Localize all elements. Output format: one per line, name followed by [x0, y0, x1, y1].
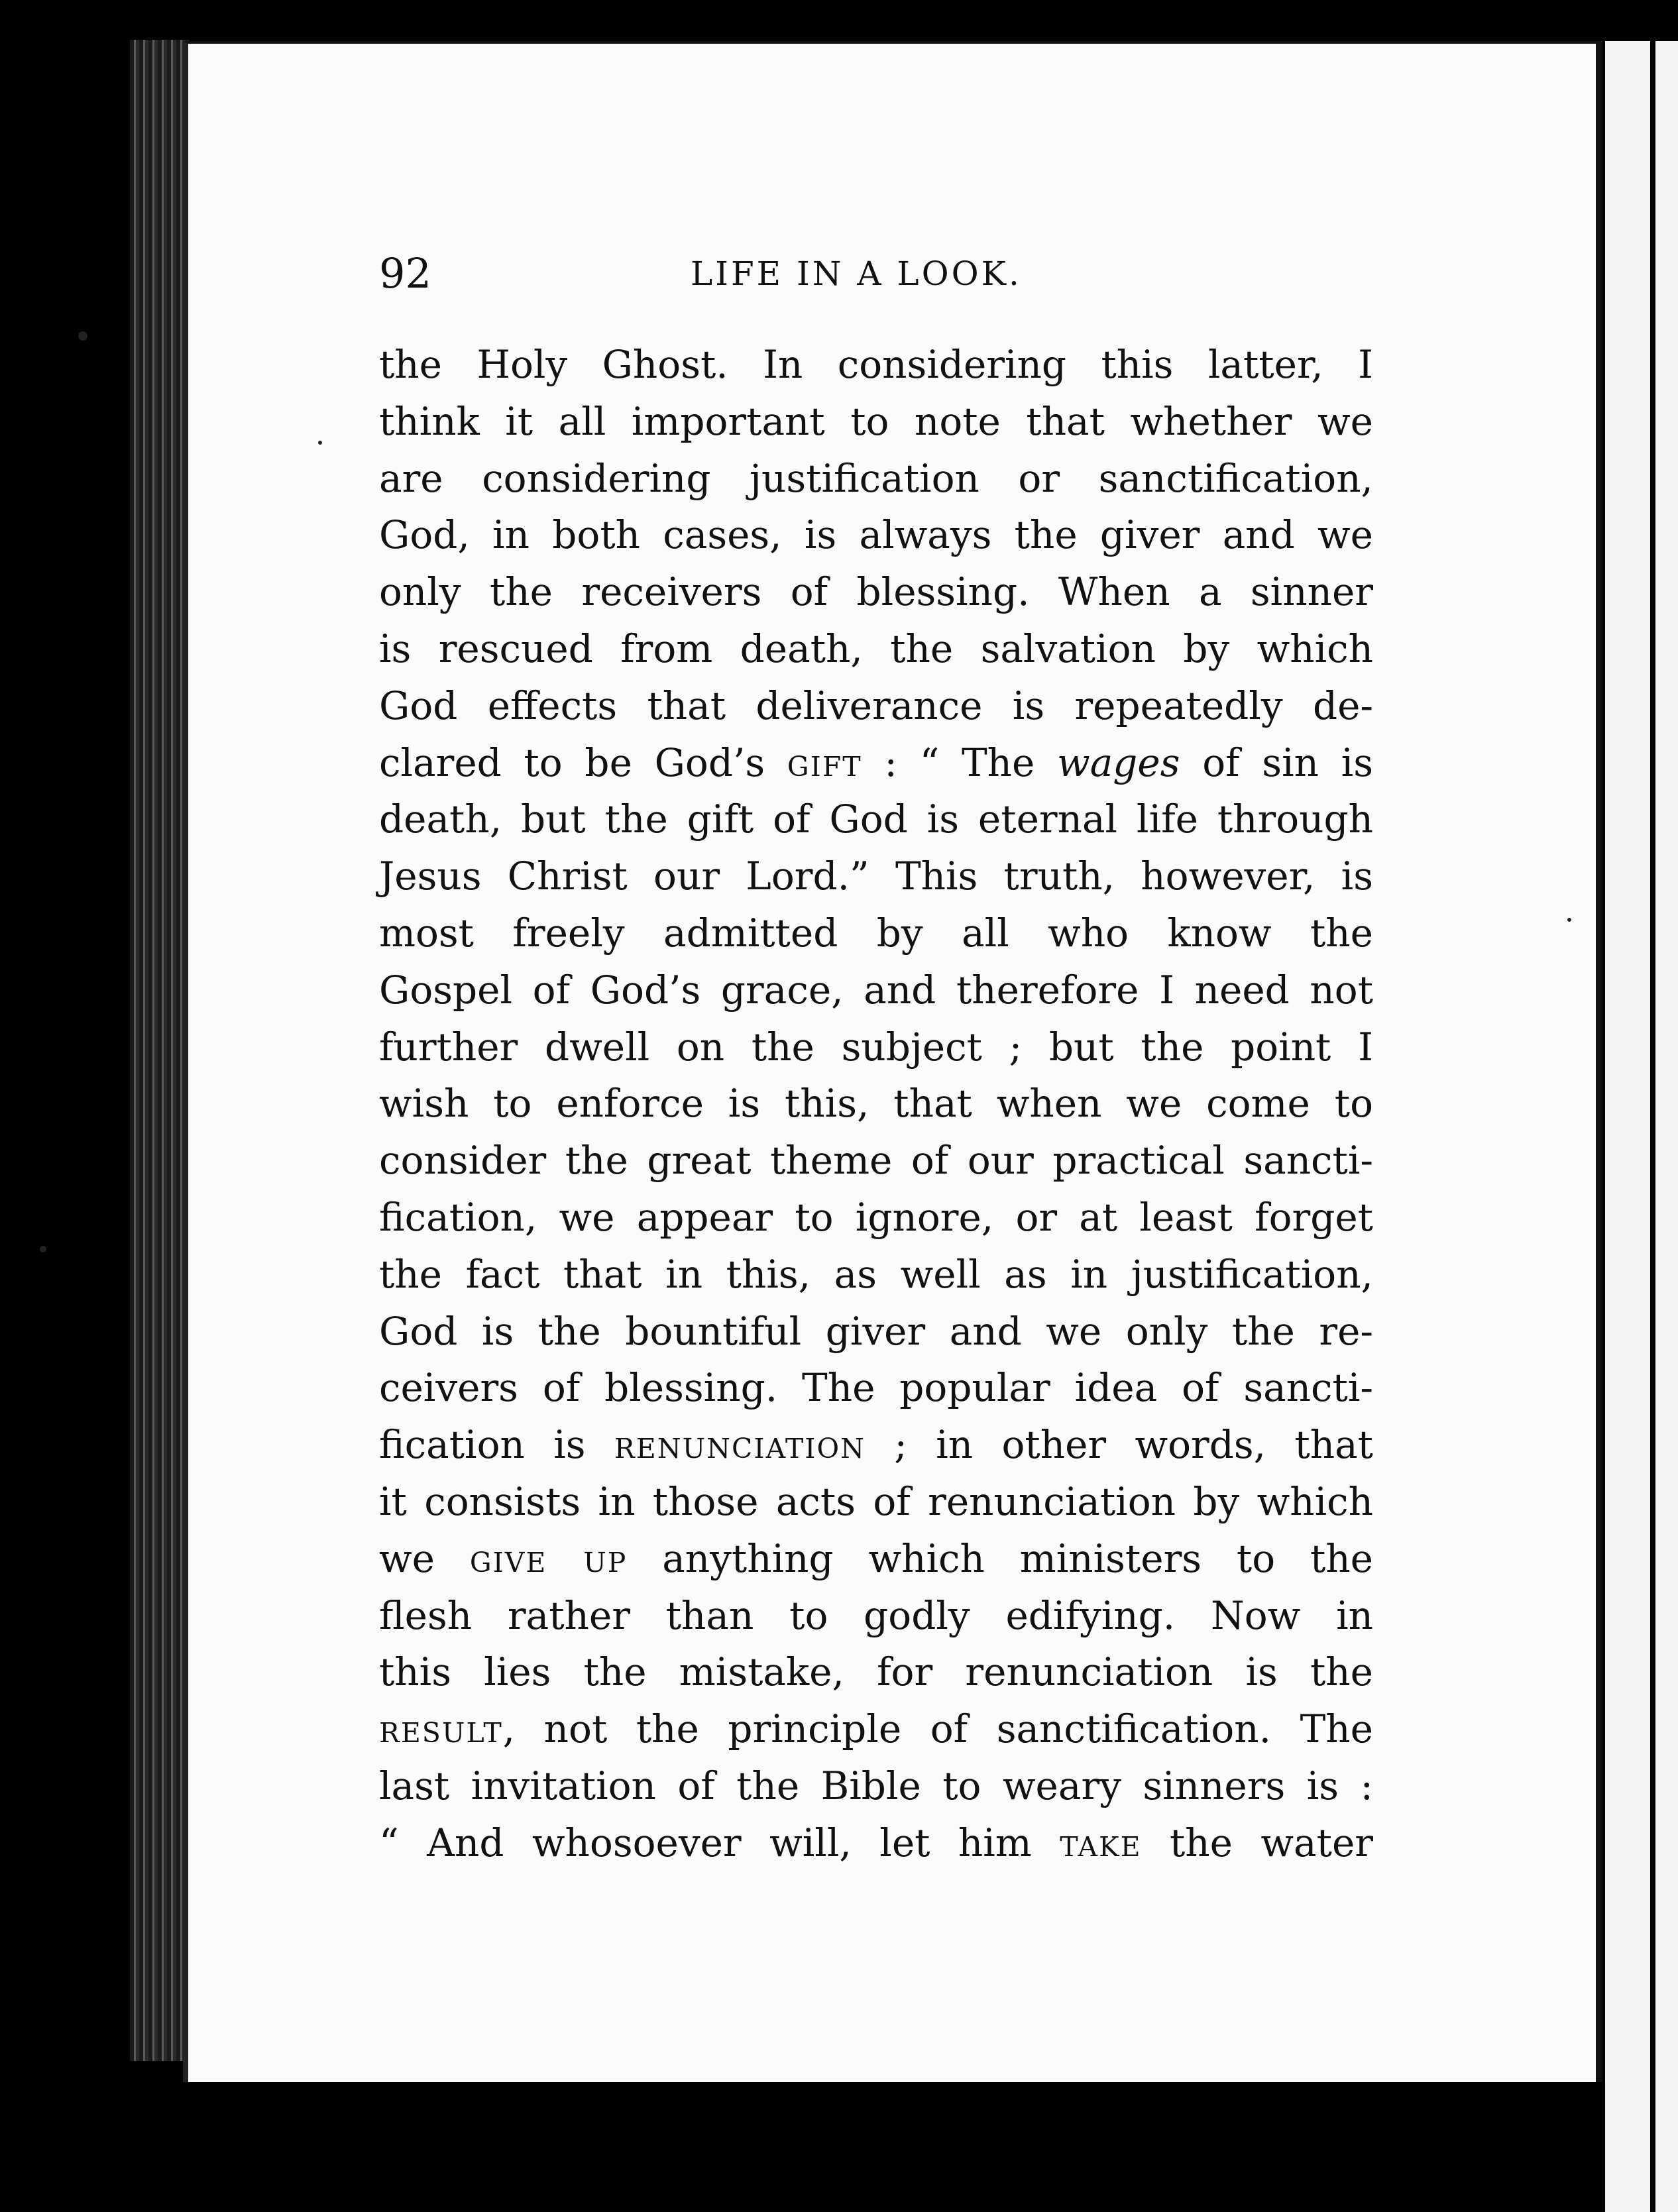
text-line: fication, we appear to ignore, or at least forget	[379, 1194, 1373, 1240]
text-line: Jesus Christ our Lord.” This truth, however, is	[379, 854, 1373, 899]
scan-speck	[40, 1246, 46, 1252]
text-line: only the receivers of blessing. When a sinner	[379, 569, 1373, 615]
text-run: : “ The	[862, 740, 1058, 785]
text-line	[379, 735, 1373, 792]
small-caps-text: give up	[469, 1535, 628, 1581]
text-line	[379, 1531, 1373, 1588]
page-number: 92	[379, 249, 431, 298]
text-line: Gospel of God’s grace, and therefore I need not	[379, 967, 1373, 1013]
small-caps-text: take	[1060, 1820, 1142, 1865]
text-run: ; in other words, that	[865, 1422, 1373, 1468]
running-head: LIFE IN A LOOK.	[691, 254, 1022, 293]
text-line	[379, 1815, 1373, 1872]
text-line: God, in both cases, is always the giver and we	[379, 512, 1373, 558]
small-caps-text: result	[379, 1706, 503, 1752]
text-line: are considering justification or sanctification,	[379, 455, 1373, 501]
text-line: it consists in those acts of renunciation by which	[379, 1478, 1373, 1524]
page-gutter-shadow	[1596, 41, 1602, 2082]
small-caps-text: renunciation	[614, 1422, 866, 1468]
text-run: anything which ministers to the	[627, 1535, 1373, 1581]
text-line: further dwell on the subject ; but the point I	[379, 1024, 1373, 1070]
text-line: think it all important to note that whether we	[379, 398, 1373, 444]
text-line: the fact that in this, as well as in justification,	[379, 1251, 1373, 1297]
text-line: flesh rather than to godly edifying. Now in	[379, 1592, 1373, 1638]
text-run: we	[379, 1535, 470, 1581]
page-header	[379, 244, 1373, 304]
text-run: fication is	[379, 1422, 614, 1468]
next-page-sliver	[1602, 41, 1678, 2212]
text-run: “ And whosoever will, let him	[379, 1820, 1060, 1865]
scan-speck	[318, 441, 322, 445]
scan-speck	[78, 331, 87, 341]
next-page-edge-shadow	[1650, 41, 1655, 2212]
small-caps-text: gift	[787, 740, 862, 785]
text-line: last invitation of the Bible to weary sinners is :	[379, 1763, 1373, 1808]
text-line: God effects that deliverance is repeatedly de-	[379, 683, 1373, 728]
text-line: ceivers of blessing. The popular idea of sancti-	[379, 1365, 1373, 1411]
text-line: the Holy Ghost. In considering this latter, I	[379, 342, 1373, 387]
text-line: most freely admitted by all who know the	[379, 910, 1373, 956]
text-line: death, but the gift of God is eternal life through	[379, 797, 1373, 842]
text-line: this lies the mistake, for renunciation is the	[379, 1649, 1373, 1695]
text-line	[379, 1417, 1373, 1474]
italic-text: wages	[1057, 740, 1180, 785]
text-run: clared to be God’s	[379, 740, 787, 785]
text-line: wish to enforce is this, that when we come to	[379, 1081, 1373, 1127]
text-line: God is the bountiful giver and we only the re-	[379, 1308, 1373, 1354]
text-run: the water	[1141, 1820, 1373, 1865]
text-line	[379, 1701, 1373, 1758]
scan-speck	[1567, 918, 1571, 922]
text-run: , not the principle of sanctification. The	[502, 1706, 1373, 1752]
text-run: of sin is	[1180, 740, 1373, 785]
text-line: is rescued from death, the salvation by which	[379, 626, 1373, 671]
body-text	[379, 337, 1373, 1872]
text-line: consider the great theme of our practical sancti-	[379, 1138, 1373, 1184]
book-spine-edge	[130, 40, 190, 2061]
